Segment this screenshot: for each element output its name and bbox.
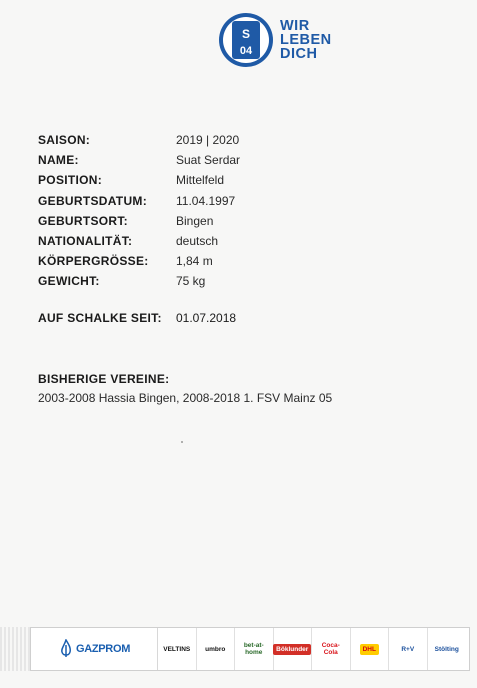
sponsor-logo (197, 628, 236, 670)
sponsor-logo (158, 628, 197, 670)
sponsor-label: bet-at-home (235, 640, 273, 658)
sponsor-bar-edge (0, 627, 30, 671)
sponsor-label: VELTINS (160, 644, 193, 655)
info-row-height (38, 251, 240, 271)
slogan-line: DICH (280, 46, 318, 62)
info-row-position (38, 170, 240, 190)
club-logo (218, 12, 332, 68)
info-value: 11.04.1997 (176, 193, 236, 208)
info-row-season (38, 130, 240, 150)
joined-label: AUF SCHALKE SEIT: (38, 311, 162, 325)
info-label: POSITION: (38, 173, 103, 188)
info-label: SAISON: (38, 133, 91, 148)
info-value: Suat Serdar (176, 153, 241, 168)
info-value: Bingen (176, 213, 214, 228)
sponsor-bar (30, 627, 470, 671)
sponsor-label: umbro (202, 644, 228, 655)
main-sponsor-label: GAZPROM (75, 643, 131, 655)
sponsor-logo (428, 628, 467, 670)
sponsor-logo (312, 628, 351, 670)
sponsor-label: Coca-Cola (312, 640, 350, 658)
joined-value: 01.07.2018 (176, 311, 237, 325)
previous-clubs-title: BISHERIGE VEREINE: (38, 372, 170, 386)
slogan-line: WIR (280, 18, 310, 34)
info-value: Mittelfeld (176, 173, 225, 188)
sponsor-logo (389, 628, 428, 670)
info-label: NAME: (38, 153, 79, 168)
sponsor-logo (274, 628, 313, 670)
info-row-nationality (38, 231, 240, 251)
info-label: GEBURTSORT: (38, 213, 128, 228)
svg-text:S: S (241, 27, 251, 41)
info-value: deutsch (176, 234, 219, 249)
sponsor-label: Stölting (432, 644, 462, 655)
info-value: 1,84 m (176, 254, 213, 269)
info-row-weight (38, 271, 240, 291)
slogan-line: LEBEN (280, 32, 332, 48)
svg-text:04: 04 (239, 45, 253, 57)
gazprom-flame-icon (58, 639, 74, 659)
previous-clubs-text: 2003-2008 Hassia Bingen, 2008-2018 1. FSV Mainz 05 (38, 391, 333, 405)
sponsor-logo (235, 628, 274, 670)
info-label: GEBURTSDATUM: (38, 193, 147, 208)
info-row-birthplace (38, 211, 240, 231)
paper-speck (181, 441, 183, 443)
info-value: 75 kg (176, 274, 206, 289)
info-row-birthdate (38, 191, 240, 211)
slogan (280, 19, 332, 61)
info-value: 2019 | 2020 (176, 133, 240, 148)
sponsor-label: DHL (360, 644, 379, 655)
sponsor-label: R+V (398, 644, 417, 655)
info-label: KÖRPERGRÖSSE: (38, 254, 149, 269)
joined-row (38, 311, 236, 325)
schalke-crest-icon (218, 12, 274, 68)
info-row-name (38, 150, 240, 170)
player-info-table (38, 130, 240, 292)
main-sponsor (31, 628, 158, 670)
sponsor-label: Böklunder (273, 644, 311, 655)
info-label: NATIONALITÄT: (38, 234, 133, 249)
info-label: GEWICHT: (38, 274, 100, 289)
sponsor-logo (351, 628, 390, 670)
